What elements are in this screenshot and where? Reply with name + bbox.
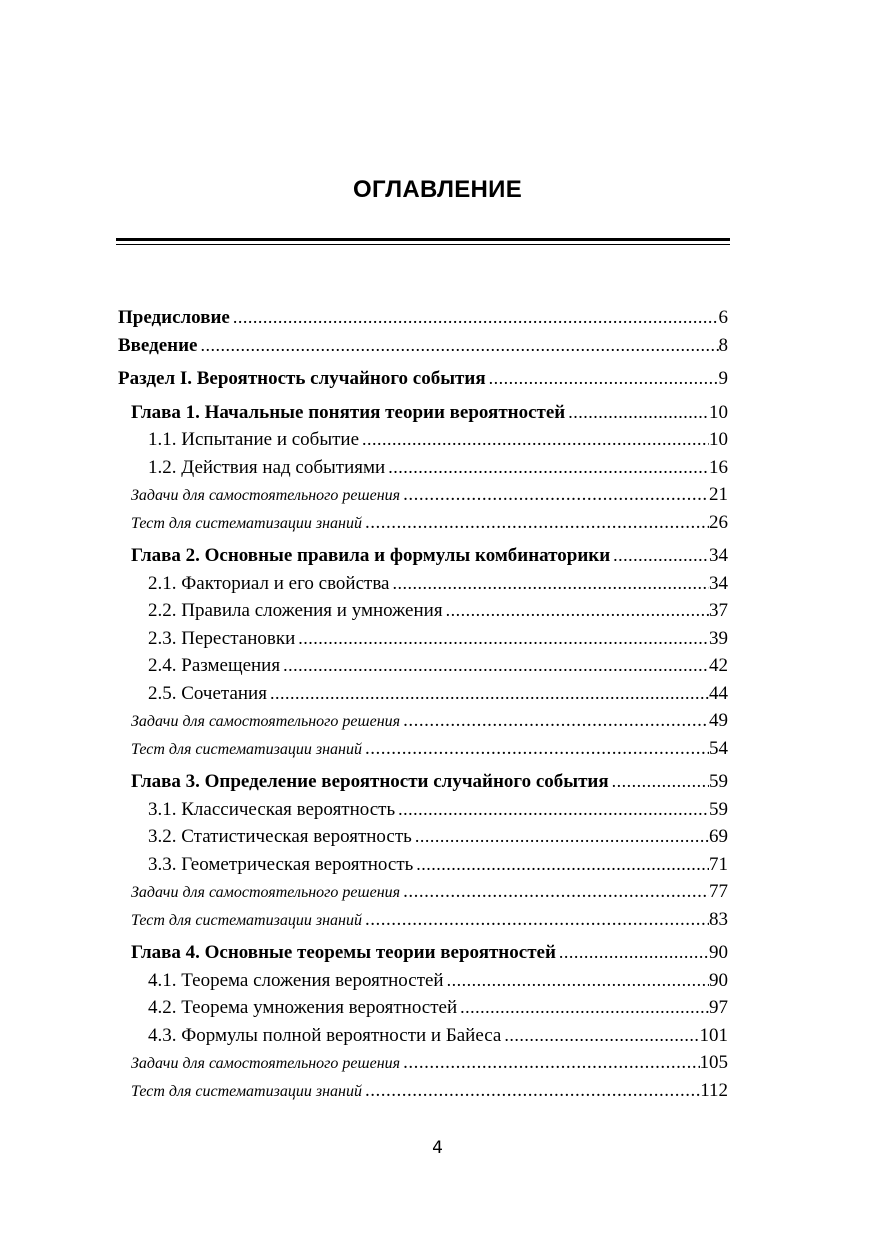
- toc-entry-page: 49: [709, 710, 728, 731]
- toc-dot-leader: [388, 454, 709, 482]
- toc-entry[interactable]: [118, 1049, 728, 1077]
- toc-entry-label: Задачи для самостоятельного решения: [131, 713, 401, 730]
- page-number: 4: [432, 1138, 443, 1158]
- toc-entry[interactable]: [118, 570, 728, 598]
- toc-entry[interactable]: [118, 1022, 728, 1050]
- toc-dot-leader: [298, 625, 709, 653]
- toc-entry-page: 39: [709, 627, 728, 649]
- toc-entry-label: Раздел I. Вероятность случайного события: [118, 368, 486, 389]
- toc-dot-leader: [460, 994, 709, 1022]
- toc-entry-page: 34: [709, 572, 728, 594]
- toc-entry-page: 83: [709, 908, 728, 930]
- toc-dot-leader: [415, 823, 709, 851]
- toc-entry-label: 4.2. Теорема умножения вероятностей: [148, 997, 458, 1018]
- title-divider-thin: [116, 244, 730, 245]
- toc-dot-leader: [559, 939, 709, 967]
- toc-dot-leader: [447, 967, 709, 995]
- toc-entry-page: 9: [718, 368, 728, 389]
- toc-dot-leader: [403, 707, 709, 735]
- toc-dot-leader: [233, 304, 719, 332]
- toc-entry-label: 2.5. Сочетания: [148, 682, 267, 704]
- toc-entry-page: 97: [709, 997, 728, 1018]
- toc-entry[interactable]: [118, 399, 728, 427]
- toc-entry-page: 59: [709, 771, 728, 792]
- toc-entry-page: 16: [709, 456, 728, 478]
- toc-entry-label: 2.4. Размещения: [148, 655, 281, 676]
- toc-entry[interactable]: [118, 304, 728, 332]
- toc-entry-label: 3.3. Геометрическая вероятность: [148, 853, 414, 875]
- toc-entry-label: 3.1. Классическая вероятность: [148, 798, 396, 820]
- toc-dot-leader: [392, 570, 709, 598]
- toc-dot-leader: [504, 1022, 699, 1050]
- toc-entry-page: 42: [709, 655, 728, 676]
- toc-entry-label: 1.2. Действия над событиями: [148, 456, 386, 478]
- toc-dot-leader: [365, 1077, 700, 1105]
- toc-entry-page: 112: [700, 1079, 728, 1101]
- toc-entry[interactable]: [118, 680, 728, 708]
- toc-dot-leader: [398, 796, 709, 824]
- toc-entry[interactable]: [118, 625, 728, 653]
- toc-entry[interactable]: [118, 365, 728, 393]
- toc-entry-page: 8: [718, 334, 728, 356]
- toc-entry-label: Задачи для самостоятельного решения: [131, 487, 401, 504]
- toc-entry-page: 77: [709, 881, 728, 902]
- toc-entry-page: 90: [709, 969, 728, 991]
- toc-dot-leader: [365, 906, 709, 934]
- toc-entry-page: 105: [699, 1052, 728, 1073]
- toc-dot-leader: [613, 542, 709, 570]
- toc-dot-leader: [568, 399, 709, 427]
- toc-entry-page: 10: [709, 401, 728, 423]
- toc-entry-page: 37: [709, 600, 728, 621]
- toc-entry[interactable]: [118, 652, 728, 680]
- toc-dot-leader: [365, 509, 709, 537]
- toc-entry-label: 4.3. Формулы полной вероятности и Байеса: [148, 1024, 502, 1046]
- toc-entry-page: 44: [709, 682, 728, 704]
- toc-entry-page: 59: [709, 798, 728, 820]
- toc-entry-page: 6: [718, 307, 728, 328]
- toc-entry-page: 34: [709, 545, 728, 566]
- toc-dot-leader: [489, 365, 719, 393]
- toc-entry-page: 54: [709, 737, 728, 759]
- toc-entry-label: Тест для систематизации знаний: [131, 1082, 362, 1100]
- toc-dot-leader: [403, 878, 709, 906]
- toc-entry[interactable]: [118, 597, 728, 625]
- toc-entry[interactable]: [118, 878, 728, 906]
- toc-dot-leader: [403, 1049, 699, 1077]
- toc-entry[interactable]: [118, 768, 728, 796]
- toc-entry[interactable]: [118, 426, 728, 454]
- toc-entry[interactable]: [118, 796, 728, 824]
- toc-dot-leader: [446, 597, 709, 625]
- toc-entry-label: Глава 2. Основные правила и формулы комбинаторики: [131, 545, 611, 566]
- toc-entry-label: 2.1. Факториал и его свойства: [148, 572, 390, 594]
- toc-entry[interactable]: [118, 481, 728, 509]
- toc-entry[interactable]: [118, 994, 728, 1022]
- toc-entry[interactable]: [118, 332, 728, 360]
- toc-dot-leader: [201, 332, 719, 360]
- page-title: ОГЛАВЛЕНИЕ: [352, 176, 523, 203]
- toc-entry[interactable]: [118, 735, 728, 763]
- toc-entry-label: Тест для систематизации знаний: [131, 911, 362, 929]
- toc-entry-label: Глава 1. Начальные понятия теории вероятностей: [131, 401, 566, 423]
- toc-entry-label: 2.2. Правила сложения и умножения: [148, 600, 443, 621]
- toc-entry[interactable]: [118, 454, 728, 482]
- toc-entry[interactable]: [118, 509, 728, 537]
- toc-entry-page: 69: [709, 826, 728, 847]
- toc-entry-page: 10: [709, 429, 728, 450]
- toc-entry-page: 26: [709, 511, 728, 533]
- toc-entry[interactable]: [118, 967, 728, 995]
- toc-dot-leader: [283, 652, 709, 680]
- toc-entry-label: Задачи для самостоятельного решения: [131, 1055, 401, 1072]
- toc-entry-label: Тест для систематизации знаний: [131, 740, 362, 758]
- toc-dot-leader: [416, 851, 709, 879]
- toc-entry-label: Тест для систематизации знаний: [131, 514, 362, 532]
- toc-entry-label: Глава 4. Основные теоремы теории вероятностей: [131, 942, 556, 963]
- toc-entry-label: Глава 3. Определение вероятности случайного события: [131, 771, 609, 792]
- toc-entry[interactable]: [118, 823, 728, 851]
- toc-entry-page: 101: [699, 1024, 728, 1046]
- toc-entry-label: Введение: [118, 334, 198, 356]
- toc-entry-page: 21: [709, 484, 728, 505]
- toc-entry[interactable]: [118, 542, 728, 570]
- toc-entry-label: Предисловие: [118, 307, 230, 328]
- toc-dot-leader: [270, 680, 709, 708]
- toc-entry-page: 71: [709, 853, 728, 875]
- toc-dot-leader: [365, 735, 709, 763]
- toc-entry[interactable]: [118, 939, 728, 967]
- toc-dot-leader: [403, 481, 709, 509]
- toc-entry-page: 90: [709, 942, 728, 963]
- toc-entry-label: Задачи для самостоятельного решения: [131, 884, 401, 901]
- title-divider-thick: [116, 238, 730, 241]
- toc-entry-label: 4.1. Теорема сложения вероятностей: [148, 969, 444, 991]
- toc-entry[interactable]: [118, 906, 728, 934]
- toc-dot-leader: [612, 768, 709, 796]
- toc-entry[interactable]: [118, 707, 728, 735]
- table-of-contents: [118, 304, 728, 1104]
- toc-entry[interactable]: [118, 1077, 728, 1105]
- toc-entry-label: 1.1. Испытание и событие: [148, 429, 360, 450]
- toc-entry-label: 2.3. Перестановки: [148, 627, 296, 649]
- toc-entry-label: 3.2. Статистическая вероятность: [148, 826, 412, 847]
- toc-entry[interactable]: [118, 851, 728, 879]
- toc-dot-leader: [362, 426, 709, 454]
